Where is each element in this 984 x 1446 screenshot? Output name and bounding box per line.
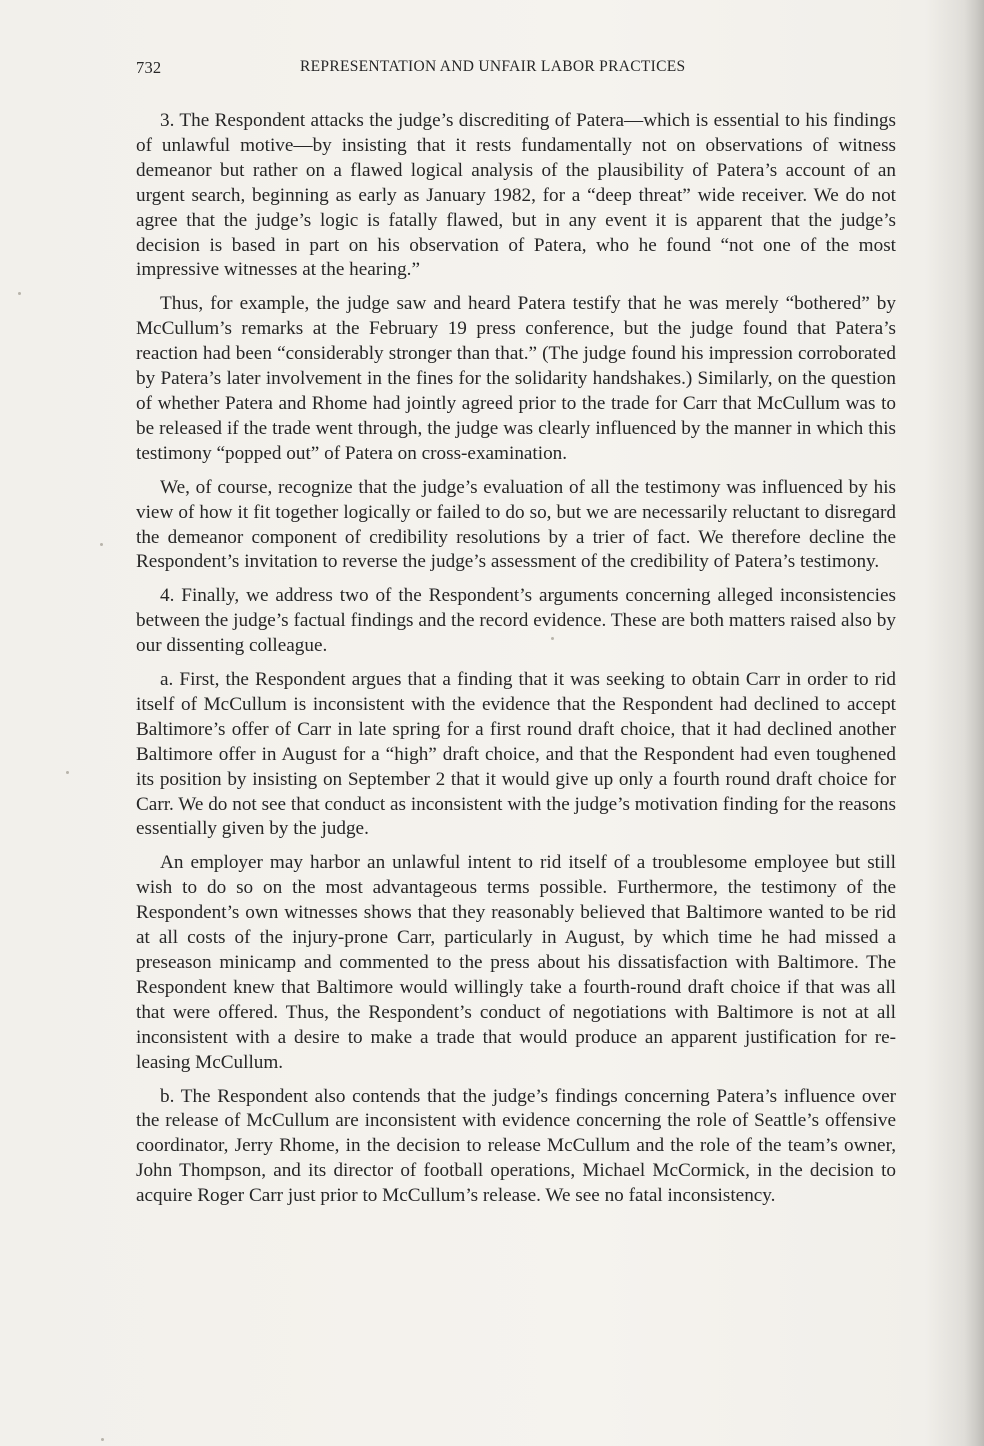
paper-speck [551, 637, 554, 640]
paper-speck [18, 292, 21, 295]
page-number: 732 [136, 58, 162, 77]
paragraph-4b: b. The Respondent also contends that the judge’s findings concerning Patera’s influence over the release of McCullum are inconsistent with evidence concerning the role of Seattle’s offensive coordinator, Jerry Rhome, in the decision to release McCullum and the role of the team’s owner, John Thompson, and its director of football operations, Michael McCormick, in the decision to acquire Roger Carr just prior to McCullum’s release. We see no fatal inconsistency. [136, 1085, 896, 1207]
paragraph-3: 3. The Respondent attacks the judge’s discrediting of Patera—which is essential to his findings of unlawful motive—by insisting that it rests fundamentally not on observations of witness demeanor but rather on a flawed logical analysis of the plausibility of Patera’s account of an urgent search, beginning as early as January 1982, for a “deep threat” wide receiver. We do not agree that the judge’s logic is fatally flawed, but in any event it is apparent that the judge’s decision is based in part on his observation of Patera, who he found “not one of the most impressive witnesses at the hearing.” [136, 110, 896, 281]
paragraph-thus-for-example: Thus, for example, the judge saw and heard Patera testify that he was merely “bothered” by McCullum’s remarks at the February 19 press conference, but the judge found that Patera’s reaction had been “considerably stronger than that.” (The judge found his impression corroborated by Patera’s later involvement in the fines for the solidarity handshakes.) Similarly, on the question of whether Patera and Rhome had jointly agreed prior to the trade for Carr that McCullum was to be released if the trade went through, the judge was clearly influenced by the manner in which this testimony “popped out” of Patera on cross-examination. [136, 293, 896, 464]
running-head [136, 58, 896, 80]
paper-speck [101, 1438, 104, 1441]
paper-speck [100, 543, 103, 546]
running-head-title: REPRESENTATION AND UNFAIR LABOR PRACTICES [300, 58, 686, 75]
binding-shadow [964, 0, 984, 1446]
paper-speck [66, 771, 69, 774]
paragraph-4: 4. Finally, we address two of the Respondent’s arguments concerning alleged inconsistencies between the judge’s factual findings and the record evidence. These are both matters raised also by our dissenting colleague. [136, 585, 896, 657]
paragraph-4a: a. First, the Respondent argues that a finding that it was seeking to obtain Carr in order to rid itself of McCullum is inconsistent with the evidence that the Respondent had declined to accept Baltimore’s offer of Carr in late spring for a first round draft choice, that it had declined another Baltimore offer in August for a “high” draft choice, and that the Respondent had even toughened its position by insisting on September 2 that it would give up only a fourth round draft choice for Carr. We do not see that conduct as inconsistent with the judge’s motivation finding for the reasons essentially given by the judge. [136, 669, 896, 840]
paragraph-an-employer: An employer may harbor an unlawful intent to rid itself of a troublesome employee but still wish to do so on the most advantageous terms possible. Furthermore, the testimony of the Respondent’s own witnesses shows that they reasonably believed that Baltimore wanted to be rid at all costs of the injury-prone Carr, particularly in August, by which time he had missed a preseason minicamp and commented to the press about his dissatisfaction with Baltimore. The Respondent knew that Baltimore would willingly take a fourth-round draft choice if that was all that were offered. Thus, the Respondent’s conduct of negotiations with Baltimore is not at all inconsistent with a desire to make a trade that would produce an apparent justification for releasing McCullum. [136, 852, 896, 1073]
paragraph-we-of-course: We, of course, recognize that the judge’s evaluation of all the testimony was influenced by his view of how it fit together logically or failed to do so, but we are necessarily reluctant to disregard the demeanor component of credibility resolutions by a trier of fact. We therefore decline the Respondent’s invitation to reverse the judge’s assessment of the credibility of Patera’s testimony. [136, 476, 896, 573]
body-text [136, 109, 896, 1218]
